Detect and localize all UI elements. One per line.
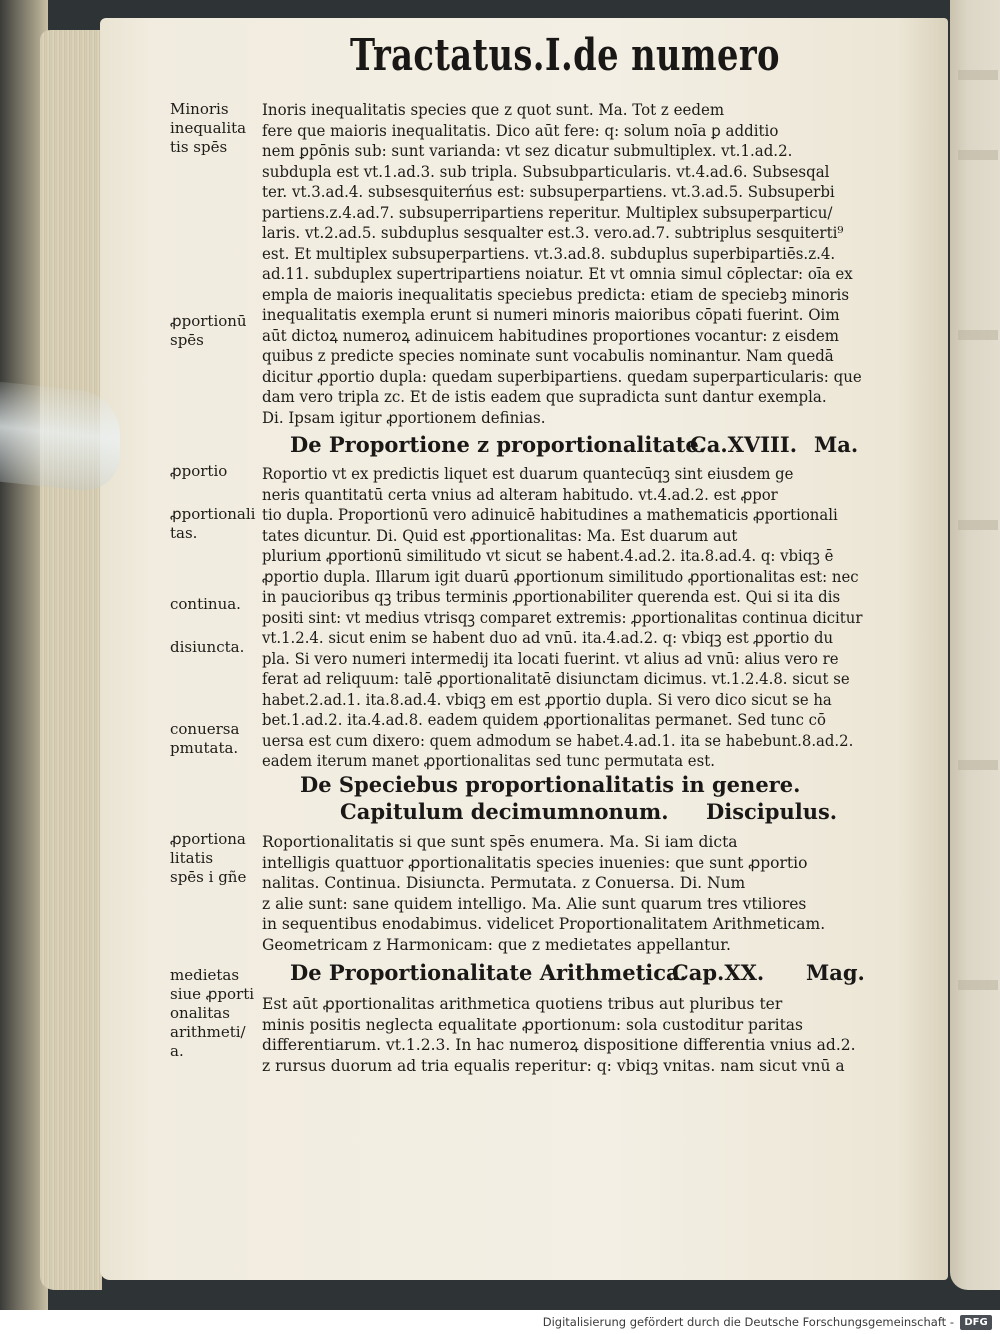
- facing-page-text: [958, 70, 998, 80]
- body-text: Inoris inequalitatis species que z quot sunt. Ma. Tot z eedem fere que maioris inequalitatis. Dico aūt fere: q: solum noīa ꝑ additio nem ꝑpōnis sub: sunt varianda: vt sez dicatur submultiplex. vt.1.ad.2. subdupla est vt.1.ad.3. sub tripla. Subsubparticularis. vt.4.ad.6. Subsesqal ter. vt.3.ad.4. subsesquiterńus est: subsuperpartiens. vt.3.ad.5. Subsuperbi partiens.z.4.ad.7. subsuperripartiens reperitur. Multiplex subsuperparticu/ laris. vt.2.ad.5. subduplus sesqualter est.3. vero.ad.7. subtriplus sesquiterti⁹ est. Et multiplex subsuperpartiens. vt.3.ad.8. subduplus superbipartiēs.z.4. ad.11. subduplex supertripartiens noiatur. Et vt omnia simul cōplectar: oīa ex empla de maioris inequalitatis speciebus predicta: etiam de speciebꝫ minoris inequalitatis exempla erunt si numeri minoris maioribus cōpati fuerint. Oim aūt dictoꝝ numeroꝝ adinuicem habitudines proportiones vocantur: z eisdem quibus z predicte species nominate sunt vocabulis nominantur. Nam quedā dicitur ꝓportio dupla: quedam superbipartiens. quedam superparticularis: que dam vero tripla zc. Et de istis eadem que supradicta sunt dantur exempla. Di. Ipsam igitur ꝓportionem definias.: [262, 101, 862, 427]
- footer-credit: Digitalisierung gefördert durch die Deutsche Forschungsgemeinschaft -: [542, 1315, 954, 1329]
- chapter-heading: De Proportione z proportionalitate.: [290, 432, 707, 457]
- footer-bar: [0, 1310, 1000, 1334]
- margin-note: disiuncta.: [170, 638, 245, 656]
- chapter-number: Cap.XX.: [672, 960, 765, 985]
- margin-note: Minoris inequalita tis spēs: [170, 100, 247, 156]
- margin-note: ꝓportionali tas.: [170, 505, 256, 542]
- page-stack: [40, 30, 102, 1290]
- page-title: Tractatus.I.de numero: [350, 30, 780, 81]
- chapter-heading: De Speciebus proportionalitatis in genere.: [300, 772, 801, 797]
- chapter-number: Capitulum decimumnonum.: [340, 799, 669, 824]
- chapter-speaker: Discipulus.: [706, 799, 838, 824]
- margin-note: ꝓportiona litatis spēs i gñe: [170, 830, 247, 886]
- facing-page-text: [958, 520, 998, 530]
- dfg-logo: DFG: [960, 1315, 992, 1330]
- facing-page: [950, 0, 1000, 1290]
- margin-note: conuersa pmutata.: [170, 720, 240, 757]
- margin-note: ꝓportionū spēs: [170, 312, 247, 349]
- margin-note: medietas siue ꝓporti onalitas arithmeti/ a.: [170, 966, 255, 1060]
- facing-page-text: [958, 150, 998, 160]
- margin-note: continua.: [170, 595, 241, 613]
- chapter-number: Ca.XVIII.: [690, 432, 797, 457]
- body-text: Roportio vt ex predictis liquet est duarum quantecūqꝫ sint eiusdem ge neris quantitatū certa vnius ad alteram habitudo. vt.4.ad.2. est ꝓpor tio dupla. Proportionū vero adinuicē habitudines a mathematicis ꝓportionali tates dicuntur. Di. Quid est ꝓportionalitas: Ma. Est duarum aut plurium ꝓportionū similitudo vt sicut se habent.4.ad.2. ita.8.ad.4. q: vbiqꝫ ē ꝓportio dupla. Illarum igit duarū ꝓportionum similitudo ꝓportionalitas est: nec in paucioribus qꝫ tribus terminis ꝓportionabiliter querenda est. Qui si ita dis positi sint: vt medius vtrisqꝫ comparet extremis: ꝓportionalitas continua dicitur vt.1.2.4. sicut enim se habent duo ad vnū. ita.4.ad.2. q: vbiqꝫ est ꝓportio du pla. Si vero numeri intermedij ita locati fuerint. vt alius ad vnū: alius vero re ferat ad reliquum: talē ꝓportionalitatē disiunctam dicimus. vt.1.2.4.8. sicut se habet.2.ad.1. ita.8.ad.4. vbiqꝫ em est ꝓportio dupla. Si vero dico sicut se ha bet.1.ad.2. ita.4.ad.8. eadem quidem ꝓportionalitas permanet. Sed tunc cō uersa est cum dixero: quem admodum se habet.4.ad.1. ita se habebunt.8.ad.2. eadem iterum manet ꝓportionalitas sed tunc permutata est.: [262, 465, 863, 770]
- facing-page-text: [958, 760, 998, 770]
- acrylic-page-holder: [0, 382, 120, 495]
- body-text: Est aūt ꝓportionalitas arithmetica quotiens tribus aut pluribus ter minis positis neglecta equalitate ꝓportionum: sola custoditur paritas differentiarum. vt.1.2.3. In hac numeroꝝ dispositione differentia vnius ad.2. z rursus duorum ad tria equalis reperitur: q: vbiqꝫ vnitas. nam sicut vnū a: [262, 995, 856, 1075]
- chapter-speaker: Mag.: [806, 960, 865, 985]
- chapter-heading: De Proportionalitate Arithmetica.: [290, 960, 687, 985]
- chapter-speaker: Ma.: [814, 432, 859, 457]
- margin-note: ꝓportio: [170, 462, 228, 480]
- body-text: Roportionalitatis si que sunt spēs enumera. Ma. Si iam dicta intelligis quattuor ꝓportionalitatis species inuenies: que sunt ꝓportio nalitas. Continua. Disiuncta. Permutata. z Conuersa. Di. Num z alie sunt: sane quidem intelligo. Ma. Alie sunt quarum tres vtiliores in sequentibus enodabimus. videlicet Proportionalitatem Arithmeticam. Geometricam z Harmonicam: que z medietates appellantur.: [262, 833, 826, 954]
- facing-page-text: [958, 330, 998, 340]
- facing-page-text: [958, 980, 998, 990]
